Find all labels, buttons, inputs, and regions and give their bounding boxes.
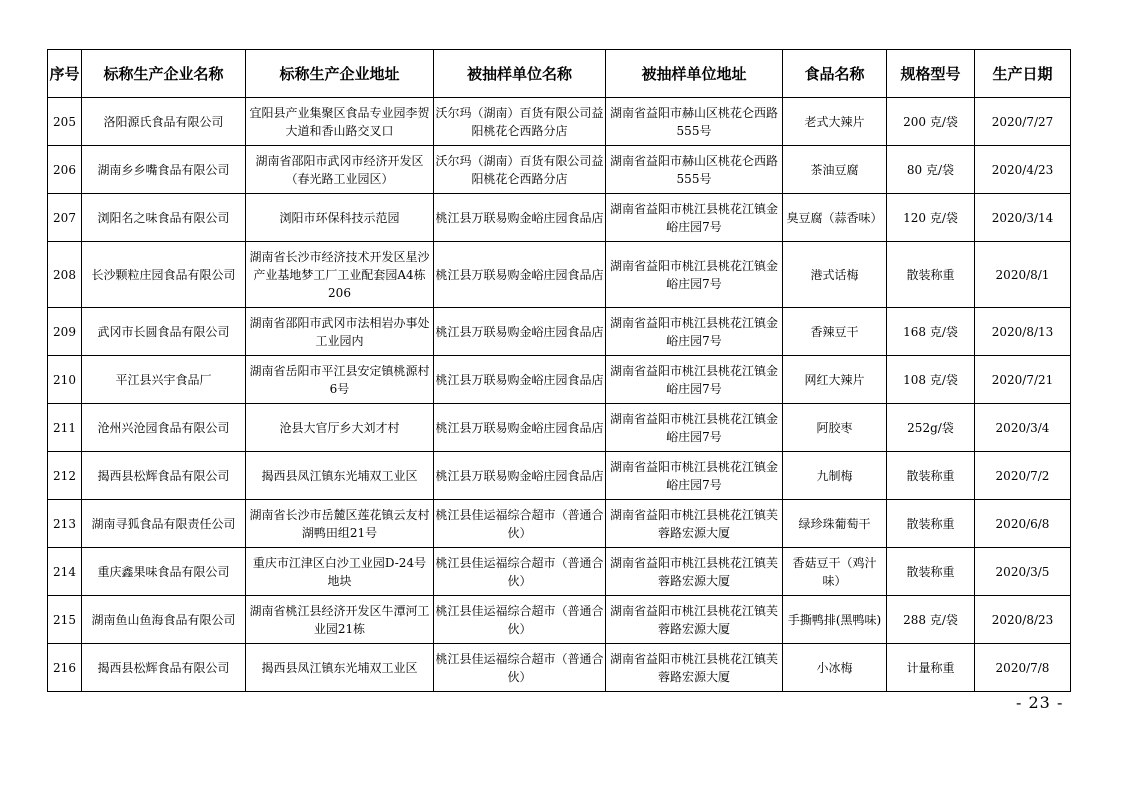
cell-manufacturer-name: 重庆鑫果味食品有限公司	[82, 548, 246, 596]
page-number: - 23 -	[1016, 693, 1064, 712]
cell-sampled-unit-address: 湖南省益阳市桃江县桃花江镇芙蓉路宏源大厦	[606, 596, 783, 644]
cell-production-date: 2020/7/2	[975, 452, 1071, 500]
column-header-sampled-unit-address: 被抽样单位地址	[606, 50, 783, 98]
cell-manufacturer-address: 揭西县凤江镇东光埔双工业区	[246, 644, 434, 692]
table-row	[48, 596, 1071, 644]
cell-manufacturer-address: 宜阳县产业集聚区食品专业园李贺大道和香山路交叉口	[246, 98, 434, 146]
table-row	[48, 452, 1071, 500]
cell-food-name: 阿胶枣	[783, 404, 887, 452]
column-header-sampled-unit-name: 被抽样单位名称	[434, 50, 606, 98]
cell-specification: 散装称重	[887, 242, 975, 308]
cell-serial-number: 216	[48, 644, 82, 692]
cell-specification: 散装称重	[887, 452, 975, 500]
cell-manufacturer-address: 浏阳市环保科技示范园	[246, 194, 434, 242]
cell-food-name: 网红大辣片	[783, 356, 887, 404]
cell-manufacturer-address: 湖南省长沙市岳麓区莲花镇云友村湖鸭田组21号	[246, 500, 434, 548]
cell-sampled-unit-name: 桃江县万联易购金峪庄园食品店	[434, 356, 606, 404]
cell-specification: 168 克/袋	[887, 308, 975, 356]
cell-specification: 108 克/袋	[887, 356, 975, 404]
cell-manufacturer-address: 湖南省长沙市经济技术开发区星沙产业基地梦工厂工业配套园A4栋206	[246, 242, 434, 308]
cell-production-date: 2020/8/23	[975, 596, 1071, 644]
cell-production-date: 2020/7/21	[975, 356, 1071, 404]
cell-sampled-unit-address: 湖南省益阳市桃江县桃花江镇金峪庄园7号	[606, 242, 783, 308]
cell-manufacturer-name: 浏阳名之味食品有限公司	[82, 194, 246, 242]
cell-production-date: 2020/3/14	[975, 194, 1071, 242]
cell-serial-number: 208	[48, 242, 82, 308]
cell-sampled-unit-address: 湖南省益阳市赫山区桃花仑西路555号	[606, 146, 783, 194]
cell-sampled-unit-name: 桃江县万联易购金峪庄园食品店	[434, 242, 606, 308]
table-row	[48, 146, 1071, 194]
table-row	[48, 98, 1071, 146]
table-row	[48, 644, 1071, 692]
table-row	[48, 548, 1071, 596]
cell-sampled-unit-name: 桃江县万联易购金峪庄园食品店	[434, 194, 606, 242]
cell-manufacturer-address: 沧县大官厅乡大刘才村	[246, 404, 434, 452]
table-row	[48, 194, 1071, 242]
cell-specification: 288 克/袋	[887, 596, 975, 644]
cell-sampled-unit-address: 湖南省益阳市桃江县桃花江镇金峪庄园7号	[606, 308, 783, 356]
cell-production-date: 2020/3/4	[975, 404, 1071, 452]
column-header-food-name: 食品名称	[783, 50, 887, 98]
cell-sampled-unit-address: 湖南省益阳市桃江县桃花江镇芙蓉路宏源大厦	[606, 500, 783, 548]
cell-food-name: 香辣豆干	[783, 308, 887, 356]
cell-serial-number: 213	[48, 500, 82, 548]
cell-manufacturer-address: 湖南省邵阳市武冈市经济开发区（春光路工业园区）	[246, 146, 434, 194]
cell-manufacturer-name: 武冈市长圆食品有限公司	[82, 308, 246, 356]
cell-specification: 80 克/袋	[887, 146, 975, 194]
cell-serial-number: 210	[48, 356, 82, 404]
cell-manufacturer-name: 平江县兴宇食品厂	[82, 356, 246, 404]
cell-sampled-unit-name: 沃尔玛（湖南）百货有限公司益阳桃花仑西路分店	[434, 146, 606, 194]
column-header-manufacturer-name: 标称生产企业名称	[82, 50, 246, 98]
cell-specification: 散装称重	[887, 548, 975, 596]
cell-production-date: 2020/7/8	[975, 644, 1071, 692]
cell-food-name: 绿珍珠葡萄干	[783, 500, 887, 548]
table-header-row	[48, 50, 1071, 98]
cell-specification: 计量称重	[887, 644, 975, 692]
cell-specification: 散装称重	[887, 500, 975, 548]
cell-manufacturer-name: 长沙颗粒庄园食品有限公司	[82, 242, 246, 308]
table-row	[48, 500, 1071, 548]
cell-manufacturer-address: 湖南省邵阳市武冈市法相岩办事处工业园内	[246, 308, 434, 356]
cell-sampled-unit-address: 湖南省益阳市桃江县桃花江镇金峪庄园7号	[606, 404, 783, 452]
cell-sampled-unit-name: 桃江县佳运福综合超市（普通合伙）	[434, 644, 606, 692]
cell-sampled-unit-name: 桃江县万联易购金峪庄园食品店	[434, 452, 606, 500]
cell-production-date: 2020/4/23	[975, 146, 1071, 194]
cell-serial-number: 215	[48, 596, 82, 644]
table-body	[48, 98, 1071, 692]
cell-production-date: 2020/7/27	[975, 98, 1071, 146]
table-row	[48, 308, 1071, 356]
cell-specification: 200 克/袋	[887, 98, 975, 146]
table-row	[48, 404, 1071, 452]
cell-serial-number: 206	[48, 146, 82, 194]
cell-manufacturer-address: 湖南省岳阳市平江县安定镇桃源村6号	[246, 356, 434, 404]
cell-manufacturer-name: 洛阳源氏食品有限公司	[82, 98, 246, 146]
cell-production-date: 2020/3/5	[975, 548, 1071, 596]
cell-production-date: 2020/8/1	[975, 242, 1071, 308]
cell-specification: 252g/袋	[887, 404, 975, 452]
cell-manufacturer-address: 湖南省桃江县经济开发区牛潭河工业园21栋	[246, 596, 434, 644]
cell-manufacturer-name: 湖南鱼山鱼海食品有限公司	[82, 596, 246, 644]
cell-sampled-unit-name: 桃江县佳运福综合超市（普通合伙）	[434, 596, 606, 644]
cell-sampled-unit-name: 桃江县万联易购金峪庄园食品店	[434, 308, 606, 356]
cell-serial-number: 211	[48, 404, 82, 452]
cell-food-name: 小冰梅	[783, 644, 887, 692]
column-header-serial-number: 序号	[48, 50, 82, 98]
cell-serial-number: 214	[48, 548, 82, 596]
cell-manufacturer-name: 湖南乡乡嘴食品有限公司	[82, 146, 246, 194]
cell-specification: 120 克/袋	[887, 194, 975, 242]
cell-food-name: 港式话梅	[783, 242, 887, 308]
cell-sampled-unit-name: 桃江县万联易购金峪庄园食品店	[434, 404, 606, 452]
cell-food-name: 茶油豆腐	[783, 146, 887, 194]
column-header-manufacturer-address: 标称生产企业地址	[246, 50, 434, 98]
cell-manufacturer-address: 揭西县凤江镇东光埔双工业区	[246, 452, 434, 500]
cell-manufacturer-name: 湖南寻狐食品有限责任公司	[82, 500, 246, 548]
column-header-specification: 规格型号	[887, 50, 975, 98]
cell-sampled-unit-address: 湖南省益阳市桃江县桃花江镇金峪庄园7号	[606, 194, 783, 242]
cell-serial-number: 209	[48, 308, 82, 356]
cell-serial-number: 212	[48, 452, 82, 500]
cell-manufacturer-name: 沧州兴沧园食品有限公司	[82, 404, 246, 452]
column-header-production-date: 生产日期	[975, 50, 1071, 98]
cell-food-name: 臭豆腐（蒜香味）	[783, 194, 887, 242]
cell-food-name: 手撕鸭排(黑鸭味)	[783, 596, 887, 644]
table-row	[48, 242, 1071, 308]
cell-serial-number: 205	[48, 98, 82, 146]
cell-manufacturer-address: 重庆市江津区白沙工业园D-24号地块	[246, 548, 434, 596]
cell-food-name: 香菇豆干（鸡汁味）	[783, 548, 887, 596]
table-row	[48, 356, 1071, 404]
cell-sampled-unit-name: 桃江县佳运福综合超市（普通合伙）	[434, 500, 606, 548]
cell-sampled-unit-address: 湖南省益阳市桃江县桃花江镇芙蓉路宏源大厦	[606, 548, 783, 596]
cell-manufacturer-name: 揭西县松辉食品有限公司	[82, 452, 246, 500]
cell-sampled-unit-address: 湖南省益阳市赫山区桃花仑西路555号	[606, 98, 783, 146]
cell-food-name: 九制梅	[783, 452, 887, 500]
cell-manufacturer-name: 揭西县松辉食品有限公司	[82, 644, 246, 692]
cell-food-name: 老式大辣片	[783, 98, 887, 146]
cell-sampled-unit-address: 湖南省益阳市桃江县桃花江镇金峪庄园7号	[606, 452, 783, 500]
sampling-results-table	[47, 49, 1071, 692]
cell-sampled-unit-name: 沃尔玛（湖南）百货有限公司益阳桃花仑西路分店	[434, 98, 606, 146]
cell-sampled-unit-address: 湖南省益阳市桃江县桃花江镇芙蓉路宏源大厦	[606, 644, 783, 692]
cell-sampled-unit-name: 桃江县佳运福综合超市（普通合伙）	[434, 548, 606, 596]
cell-serial-number: 207	[48, 194, 82, 242]
cell-sampled-unit-address: 湖南省益阳市桃江县桃花江镇金峪庄园7号	[606, 356, 783, 404]
cell-production-date: 2020/6/8	[975, 500, 1071, 548]
cell-production-date: 2020/8/13	[975, 308, 1071, 356]
